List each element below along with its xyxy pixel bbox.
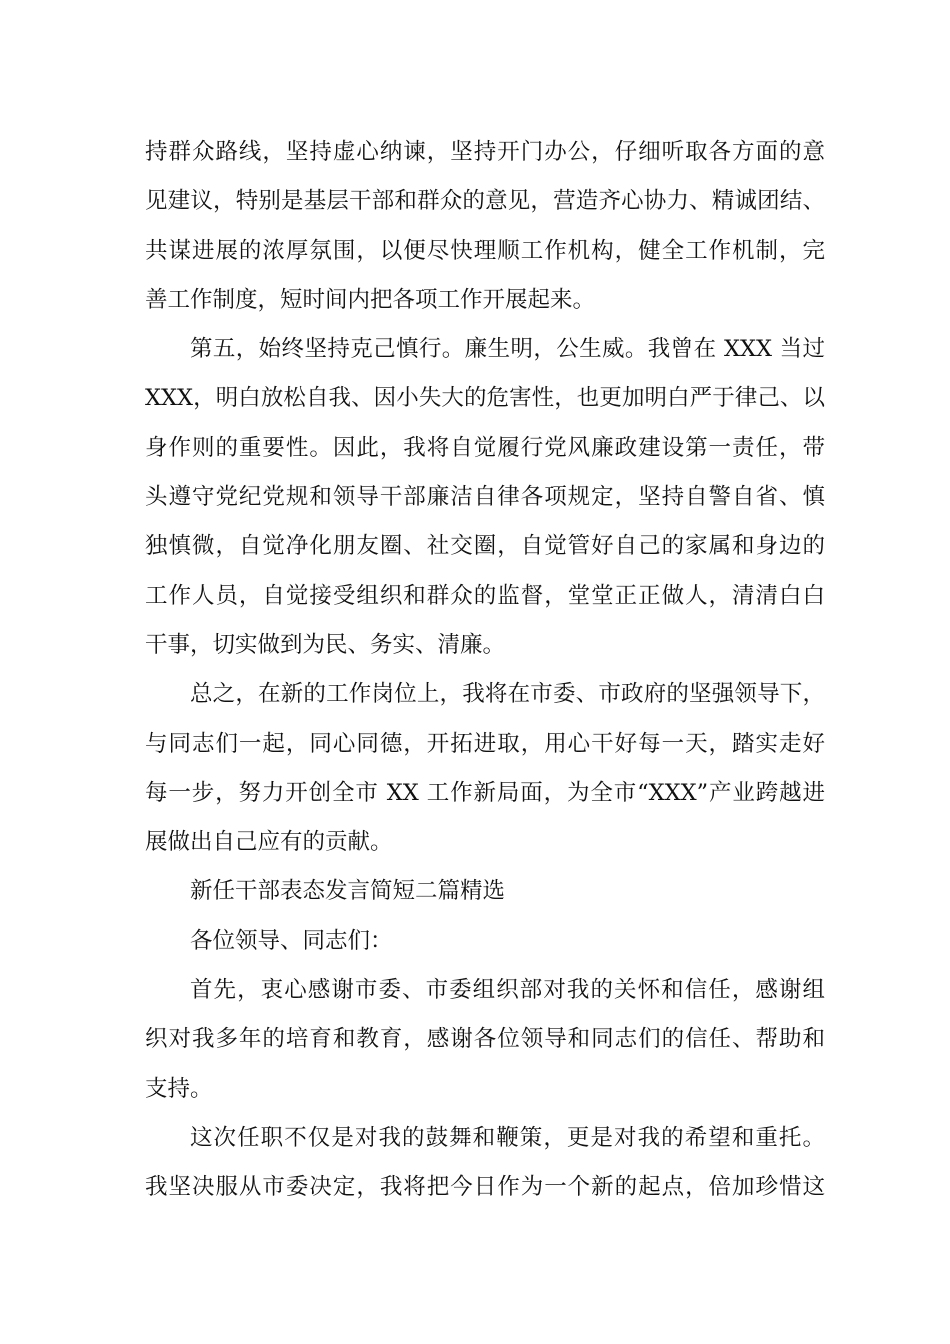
- text-line: 展做出自己应有的贡献。: [145, 829, 393, 856]
- text-line: 这次任职不仅是对我的鼓舞和鞭策，更是对我的希望和重托。: [190, 1124, 825, 1151]
- text-line: XXX，明白放松自我、因小失大的危害性，也更加明白严于律己、以: [145, 385, 825, 412]
- text-line: 新任干部表态发言简短二篇精选: [190, 878, 506, 905]
- text-line: 工作人员，自觉接受组织和群众的监督，堂堂正正做人，清清白白: [145, 582, 825, 609]
- text-line: 独慎微，自觉净化朋友圈、社交圈，自觉管好自己的家属和身边的: [145, 533, 825, 560]
- text-line: 每一步，努力开创全市 XX 工作新局面，为全市“XXX”产业跨越进: [145, 779, 825, 806]
- text-line: 总之，在新的工作岗位上，我将在市委、市政府的坚强领导下，: [190, 681, 825, 708]
- text-line: 头遵守党纪党规和领导干部廉洁自律各项规定，坚持自警自省、慎: [145, 484, 825, 511]
- text-line: 第五，始终坚持克己慎行。廉生明，公生威。我曾在 XXX 当过: [190, 336, 825, 363]
- text-line: 持群众路线，坚持虚心纳谏，坚持开门办公，仔细听取各方面的意: [145, 139, 825, 165]
- text-line: 我坚决服从市委决定，我将把今日作为一个新的起点，倍加珍惜这: [145, 1174, 825, 1201]
- text-line: 干事，切实做到为民、务实、清廉。: [145, 631, 506, 658]
- text-line: 身作则的重要性。因此，我将自觉履行党风廉政建设第一责任，带: [145, 434, 825, 461]
- document-body: [145, 128, 825, 1213]
- text-line: 共谋进展的浓厚氛围，以便尽快理顺工作机构，健全工作机制，完: [145, 237, 825, 264]
- text-line: 支持。: [145, 1075, 213, 1102]
- text-line: 善工作制度，短时间内把各项工作开展起来。: [145, 286, 596, 313]
- text-line: 织对我多年的培育和教育，感谢各位领导和同志们的信任、帮助和: [145, 1026, 825, 1053]
- text-line: 与同志们一起，同心同德，开拓进取，用心干好每一天，踏实走好: [145, 730, 825, 757]
- text-line: 首先，衷心感谢市委、市委组织部对我的关怀和信任，感谢组: [190, 977, 825, 1004]
- text-line: 见建议，特别是基层干部和群众的意见，营造齐心协力、精诚团结、: [145, 188, 825, 215]
- text-line: 各位领导、同志们：: [190, 927, 393, 954]
